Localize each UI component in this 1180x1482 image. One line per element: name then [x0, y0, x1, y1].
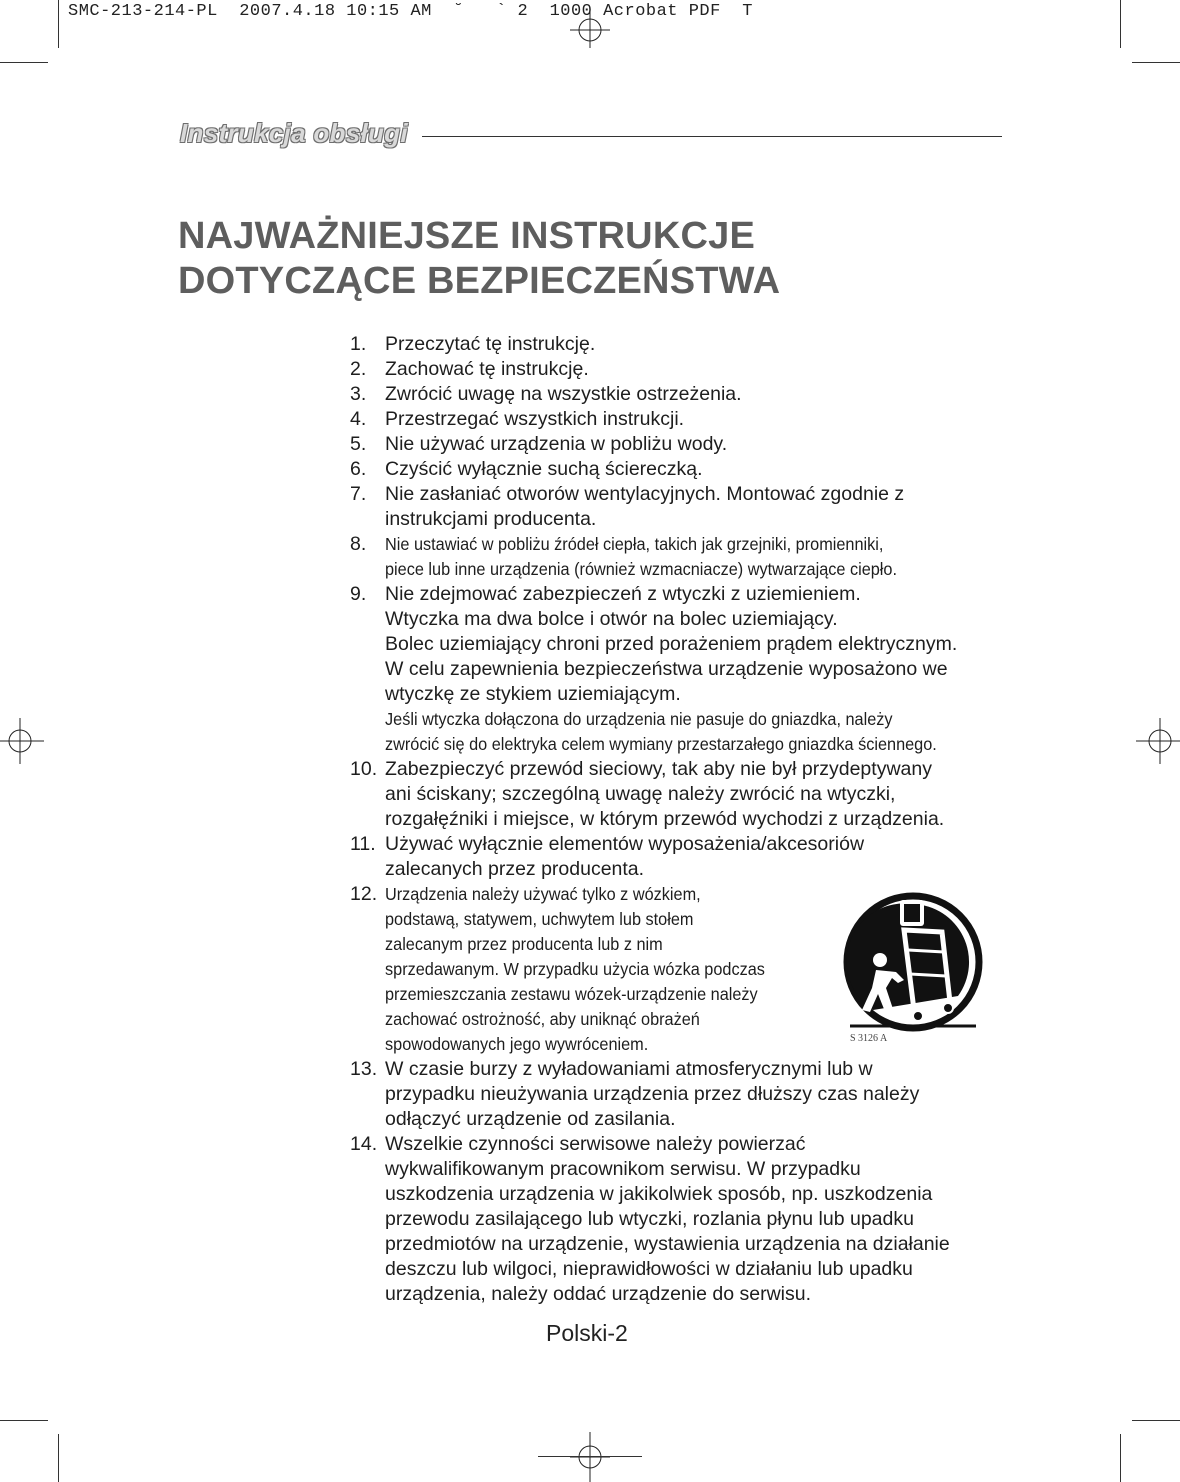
list-item	[350, 532, 1010, 582]
item-number: 8.	[350, 533, 367, 555]
section-divider	[422, 136, 1002, 137]
item-text: Wtyczka ma dwa bolce i otwór na bolec uziemiający.	[385, 608, 838, 630]
safety-instructions-list	[350, 332, 1010, 1307]
item-text: Urządzenia należy używać tylko z wózkiem,	[385, 884, 701, 904]
item-text: rozgałęźniki i miejsce, w którym przewód wychodzi z urządzenia.	[385, 808, 945, 830]
crop-mark	[1120, 1434, 1121, 1482]
item-number: 6.	[350, 458, 367, 480]
title-line: NAJWAŻNIEJSZE INSTRUKCJE	[178, 215, 755, 257]
crop-mark	[0, 62, 48, 63]
item-text: Wszelkie czynności serwisowe należy powierzać	[385, 1133, 806, 1155]
item-number: 14.	[350, 1133, 378, 1155]
crop-mark	[1132, 1420, 1180, 1421]
print-header: SMC-213-214-PL 2007.4.18 10:15 AM ˘ ` 2 1000 Acrobat PDF T	[68, 2, 753, 21]
item-text: zalecanych przez producenta.	[385, 858, 645, 880]
title-line: DOTYCZĄCE BEZPIECZEŃSTWA	[178, 260, 781, 302]
figure-code: S 3126 A	[850, 1033, 888, 1044]
item-text: spowodowanych jego wywróceniem.	[385, 1034, 649, 1054]
item-text: deszczu lub wilgoci, nieprawidłowości w działaniu lub upadku	[385, 1258, 913, 1280]
item-text: przypadku nieużywania urządzenia przez dłuższy czas należy	[385, 1083, 920, 1105]
item-text: Czyścić wyłącznie suchą ściereczką.	[385, 458, 703, 480]
item-text: zachować ostrożność, aby uniknąć obrażeń	[385, 1009, 700, 1029]
registration-mark-icon	[0, 718, 44, 764]
item-number: 4.	[350, 408, 367, 430]
item-number: 5.	[350, 433, 367, 455]
crop-mark	[538, 1456, 642, 1457]
item-note: zwrócić się do elektryka celem wymiany przestarzałego gniazdka ściennego.	[385, 734, 937, 754]
list-item	[350, 382, 1010, 407]
list-item	[350, 332, 1010, 357]
item-text: podstawą, statywem, uchwytem lub stołem	[385, 909, 694, 929]
item-text: Zachować tę instrukcję.	[385, 358, 589, 380]
item-text: przewodu zasilającego lub wtyczki, rozlania płynu lub upadku	[385, 1208, 914, 1230]
item-number: 12.	[350, 883, 378, 905]
item-text: Zabezpieczyć przewód sieciowy, tak aby nie był przydeptywany	[385, 758, 932, 780]
item-text: W czasie burzy z wyładowaniami atmosferycznymi lub w	[385, 1058, 873, 1080]
item-text: ani ściskany; szczególną uwagę należy zwrócić na wtyczki,	[385, 783, 896, 805]
registration-mark-icon	[1136, 718, 1180, 764]
list-item	[350, 1132, 1010, 1307]
item-text: odłączyć urządzenie od zasilania.	[385, 1108, 676, 1130]
item-text: instrukcjami producenta.	[385, 508, 597, 530]
cart-tip-over-warning-icon	[838, 890, 988, 1045]
list-item	[350, 432, 1010, 457]
item-note: Jeśli wtyczka dołączona do urządzenia nie pasuje do gniazdka, należy	[385, 709, 893, 729]
list-item	[350, 482, 1010, 532]
item-number: 7.	[350, 483, 367, 505]
item-text: Przeczytać tę instrukcję.	[385, 333, 596, 355]
item-text: Nie zdejmować zabezpieczeń z wtyczki z uziemieniem.	[385, 583, 861, 605]
crop-mark	[1120, 0, 1121, 48]
item-number: 2.	[350, 358, 367, 380]
list-item	[350, 407, 1010, 432]
list-item	[350, 457, 1010, 482]
registration-mark-icon	[570, 4, 610, 48]
crop-mark	[1132, 62, 1180, 63]
page-title	[178, 214, 780, 304]
crop-mark	[58, 1434, 59, 1482]
item-text: Bolec uziemiający chroni przed porażeniem prądem elektrycznym.	[385, 633, 958, 655]
item-text: Zwrócić uwagę na wszystkie ostrzeżenia.	[385, 383, 742, 405]
item-text: Używać wyłącznie elementów wyposażenia/akcesoriów	[385, 833, 865, 855]
crop-mark	[0, 1420, 48, 1421]
item-text: W celu zapewnienia bezpieczeństwa urządzenie wyposażono we	[385, 658, 948, 680]
item-text: urządzenia, należy oddać urządzenie do serwisu.	[385, 1283, 812, 1305]
item-text: wykwalifikowanym pracownikom serwisu. W przypadku	[385, 1158, 861, 1180]
item-text: Nie ustawiać w pobliżu źródeł ciepła, takich jak grzejniki, promienniki,	[385, 534, 884, 554]
item-text: zalecanym przez producenta lub z nim	[385, 934, 663, 954]
item-number: 9.	[350, 583, 367, 605]
item-text: wtyczkę ze stykiem uziemiającym.	[385, 683, 681, 705]
page-number: Polski-2	[546, 1320, 628, 1346]
item-text: piece lub inne urządzenia (również wzmacniacze) wytwarzające ciepło.	[385, 559, 898, 579]
list-item	[350, 832, 1010, 882]
section-label: Instrukcja obsługi	[180, 118, 408, 148]
item-text: Nie zasłaniać otworów wentylacyjnych. Montować zgodnie z	[385, 483, 905, 505]
list-item	[350, 582, 1010, 757]
item-text: Przestrzegać wszystkich instrukcji.	[385, 408, 685, 430]
item-text: Nie używać urządzenia w pobliżu wody.	[385, 433, 728, 455]
item-number: 1.	[350, 333, 367, 355]
item-number: 3.	[350, 383, 367, 405]
item-number: 11.	[350, 833, 376, 855]
item-number: 13.	[350, 1058, 378, 1080]
item-text: uszkodzenia urządzenia w jakikolwiek sposób, np. uszkodzenia	[385, 1183, 933, 1205]
crop-mark	[58, 0, 59, 48]
item-text: sprzedawanym. W przypadku użycia wózka podczas	[385, 959, 765, 979]
list-item	[350, 1057, 1010, 1132]
item-number: 10.	[350, 758, 378, 780]
list-item	[350, 757, 1010, 832]
list-item	[350, 357, 1010, 382]
registration-mark-icon	[570, 1432, 610, 1482]
item-text: przemieszczania zestawu wózek-urządzenie należy	[385, 984, 758, 1004]
item-text: przedmiotów na urządzenie, wystawienia urządzenia na działanie	[385, 1233, 950, 1255]
